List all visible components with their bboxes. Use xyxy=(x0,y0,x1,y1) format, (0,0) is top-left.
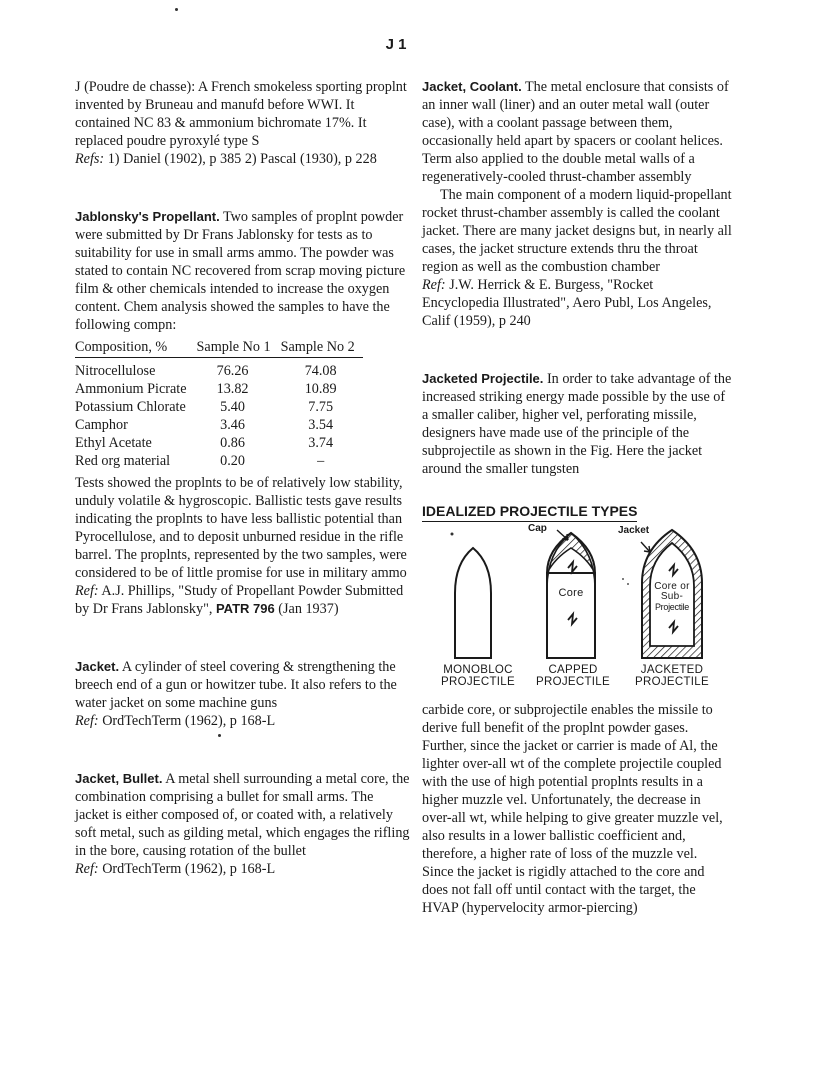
projectile-figure xyxy=(422,523,732,723)
table-cell: Ethyl Acetate xyxy=(75,434,152,451)
scan-speck xyxy=(175,8,178,11)
caption-line: PROJECTILE xyxy=(441,676,515,688)
caption-line: MONOBLOC xyxy=(443,664,513,676)
table-cell: 5.40 xyxy=(220,398,245,415)
ref-report-number: PATR 796 xyxy=(215,600,275,616)
table-cell: Potassium Chlorate xyxy=(75,398,186,415)
entry-body: The main component of a modern liquid-propellant rocket thrust-chamber assembly is called the coolant jacket. There are many jacket designs but, in nearly all cases, the jacket structure extends thru the throat region as well as the combustion chamber xyxy=(422,187,732,275)
capped-caption xyxy=(527,664,619,688)
entry-body: In order to take advantage of the increased striking energy made possible by the use of a smaller caliber, higher vel, perforating missile, designers have made use of the principle of the subprojectile as shown in the Fig. Here the jacket around the smaller tungsten xyxy=(422,371,732,477)
table-row xyxy=(75,452,363,470)
entry-body: A metal shell surrounding a metal core, the combination comprising a bullet for small arms. The jacket is either composed of, or coated with, a relatively soft metal, such as gilding metal, which engages the rifling in the bore, causing rotation of the bullet xyxy=(75,770,410,859)
table-cell: 10.89 xyxy=(304,380,337,397)
left-column xyxy=(75,78,410,878)
headword: Jacket, Coolant. xyxy=(422,79,522,94)
table-cell: 3.54 xyxy=(308,416,334,433)
table-row xyxy=(75,362,363,380)
table-cell: 74.08 xyxy=(304,362,337,379)
entry-jacket xyxy=(75,658,410,730)
table-cell: 3.46 xyxy=(220,416,245,433)
ref-label: Ref: xyxy=(422,277,446,293)
headword: Jablonsky's Propellant. xyxy=(75,209,220,224)
core-sub-label-line: Sub- xyxy=(660,591,684,602)
page-number: J 1 xyxy=(385,36,407,53)
headword: Jacket. xyxy=(75,658,120,674)
entry-jacket-bullet xyxy=(75,770,410,878)
table-cell: 13.82 xyxy=(216,380,249,397)
table-row xyxy=(75,398,363,416)
entry-jacket-coolant xyxy=(422,78,732,186)
entry-body: A French smokeless sporting proplnt invented by Bruneau and manufd before WWI. It contained NC 83 & ammonium bichromate 17%. It replaced poudre pyroxylé type S xyxy=(75,79,407,149)
entry-jacket-coolant-para2 xyxy=(422,186,732,330)
headword: J (Poudre de chasse): xyxy=(75,79,196,95)
table-cell: 7.75 xyxy=(308,398,334,415)
monobloc-caption xyxy=(432,664,524,688)
entry-jacketed-projectile-continued xyxy=(422,701,732,917)
ref-date: (Jan 1937) xyxy=(274,600,339,617)
column-header: Sample No 2 xyxy=(279,338,363,358)
column-header: Sample No 1 xyxy=(187,338,279,358)
headword: Jacket, Bullet. xyxy=(75,770,163,786)
ref-label: Ref: xyxy=(75,712,99,729)
core-sub-label-line: Projectile xyxy=(654,602,689,612)
caption-line: CAPPED xyxy=(548,664,598,676)
ref-label: Refs: xyxy=(75,151,105,167)
entry-jacketed-projectile xyxy=(422,370,732,478)
cap-label: Cap xyxy=(528,523,547,534)
column-header: Composition, % xyxy=(75,338,187,358)
table-cell: Red org material xyxy=(75,452,171,469)
jacket-label: Jacket xyxy=(618,525,650,536)
table-cell: 0.86 xyxy=(220,434,245,451)
right-column xyxy=(422,78,732,917)
projectile-diagram xyxy=(422,528,732,723)
core-label: Core xyxy=(558,587,584,599)
entry-body: Two samples of proplnt powder were submitted by Dr Frans Jablonsky for tests as to suitability for use in small arms ammo. The powder was stated to contain NC recovered from scrap moving picture film & other chemicals intended to increase the oxygen content. Chem analysis showed the samples to have the following compn: xyxy=(75,209,406,333)
ref-label: Ref: xyxy=(75,860,99,877)
ref-body: J.W. Herrick & E. Burgess, "Rocket Encyclopedia Illustrated", Aero Publ, Los Angeles, Calif (1959), p 240 xyxy=(422,277,712,329)
jacketed-caption xyxy=(626,664,718,688)
ref-body: A.J. Phillips, "Study of Propellant Powder Submitted by Dr Frans Jablonsky", xyxy=(75,582,404,617)
table-row xyxy=(75,434,363,452)
entry-body: carbide core, or subprojectile enables the missile to derive full benefit of the proplnt powder gases. Further, since the jacket or carrier is made of Al, the lighter over-all wt of the complete projectile coupled with the use of high potential proplnts results in a higher muzzle vel. Unfortunately, the decrease in over-all wt, while helping to give greater muzzle vel, also results in a lower ballistic coefficient and, therefore, a higher rate of loss of the muzzle vel. Since the jacket is rigidly attached to the core and does not fall off until contact with the target, the HVAP (hypervelocity armor-piercing) xyxy=(422,702,723,916)
table-header-row xyxy=(75,338,363,358)
caption-line: PROJECTILE xyxy=(635,676,709,688)
composition-table xyxy=(75,338,363,470)
figure-title: IDEALIZED PROJECTILE TYPES xyxy=(422,502,637,522)
table-cell: 0.20 xyxy=(220,452,245,469)
table-row xyxy=(75,416,363,434)
ref-body: OrdTechTerm (1962), p 168-L xyxy=(98,712,276,729)
ref-label: Ref: xyxy=(75,582,99,599)
ref-body: 1) Daniel (1902), p 385 2) Pascal (1930), p 228 xyxy=(104,151,377,167)
table-cell: Camphor xyxy=(75,416,128,433)
table-cell: 76.26 xyxy=(216,362,249,379)
headword: Jacketed Projectile. xyxy=(422,371,544,386)
entry-jablonsky-continued xyxy=(75,474,410,618)
entry-body: The metal enclosure that consists of an inner wall (liner) and an outer metal wall (outer case), with a coolant passage between them, occasionally held apart by spacers or coolant helices. Term also applied to the double metal walls of a regeneratively-cooled thrust-chamber assembly xyxy=(422,79,729,185)
break-mark-icon xyxy=(568,562,577,572)
core-or-subprojectile-label xyxy=(651,582,693,612)
entry-j-poudre-de-chasse xyxy=(75,78,410,168)
break-mark-icon xyxy=(568,614,577,624)
table-cell: Ammonium Picrate xyxy=(75,380,187,397)
table-cell: Nitrocellulose xyxy=(75,362,156,379)
entry-jablonsky-propellant xyxy=(75,208,410,334)
monobloc-projectile-shape xyxy=(455,548,491,658)
entry-body: Tests showed the proplnts to be of relatively low stability, unduly volatile & hygroscopic. Ballistic tests gave results indicating the proplnts to have less ballistic potential than Pyrocellulose, and to deposit unburned residue in the rifle barrel. The proplnts, represented by the two samples, were considered to be of little promise for use in military ammo xyxy=(75,474,407,581)
table-cell: – xyxy=(317,452,325,469)
table-row xyxy=(75,380,363,398)
cap-shape xyxy=(547,533,595,588)
table-cell: 3.74 xyxy=(308,434,334,451)
caption-line: JACKETED xyxy=(640,664,704,676)
caption-line: PROJECTILE xyxy=(536,676,610,688)
ref-body: OrdTechTerm (1962), p 168-L xyxy=(98,860,276,877)
core-sub-label-line: Core or xyxy=(654,581,690,592)
entry-body: A cylinder of steel covering & strengthening the breech end of a gun or howitzer tube. It also refers to the water jacket on some machine guns xyxy=(75,658,397,711)
